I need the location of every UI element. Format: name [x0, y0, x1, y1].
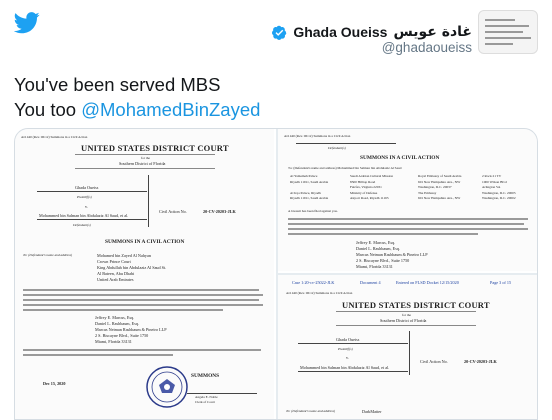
- doc-rb-ecf-document: Document 4: [360, 280, 381, 285]
- doc-rb-plaintiff-label: Plaintiff(s): [338, 347, 353, 351]
- doc-to-line3: King Abdullah bin Abdulaziz Al Saud St.: [97, 265, 167, 270]
- doc-rt-address-line: Royal Embassy of Saudi Arabia: [418, 174, 462, 178]
- doc-rt-address-line: 1000 Wilson Blvd: [482, 179, 507, 184]
- doc-rt-attorney-1: Jeffrey E. Marcus, Esq.: [356, 240, 396, 245]
- mention-link[interactable]: @MohamedBinZayed: [81, 99, 261, 120]
- doc-rt-address-line: 601 New Hampshire Ave., NW: [418, 196, 461, 200]
- doc-rt-address-line: Al Yamamah Palace: [290, 174, 318, 178]
- doc-rt-attorney-4: 2 S. Biscayne Blvd., Suite 1750: [356, 258, 410, 263]
- doc-district: Southern District of Florida: [119, 161, 166, 166]
- doc-rt-header-id: AO 440 (Rev. 06/12) Summons in a Civil Action: [284, 134, 351, 138]
- doc-plaintiff-label: Plaintiff(s): [77, 195, 92, 199]
- document-image-right-bottom[interactable]: [278, 275, 538, 420]
- media-grid: [14, 128, 538, 420]
- doc-to-name: Mohamed bin Zayed Al Nahyan: [97, 253, 151, 258]
- doc-rt-address-line: 601 New Hampshire Ave., NW: [418, 179, 461, 184]
- doc-for-the: for the: [141, 156, 150, 160]
- doc-rt-address-line: Riyadh 11911, Saudi Arabia: [290, 179, 329, 184]
- twitter-bird-icon[interactable]: [14, 12, 40, 34]
- doc-civil-action: Civil Action No.: [159, 209, 187, 214]
- doc-to-line5: United Arab Emirates: [97, 277, 134, 282]
- doc-rt-attorney-3: Marcus Neiman Rashbaum & Pineiro LLP: [356, 252, 428, 257]
- doc-rt-address-line: Riyadh 11911, Saudi Arabia: [290, 196, 329, 200]
- doc-rt-address-line: Washington, D.C. 20005: [482, 190, 516, 195]
- tweet-line-2-prefix: You too: [14, 99, 82, 120]
- doc-case-no: 20-CV-20203-JLK: [203, 209, 236, 214]
- doc-rt-address-line: Washington, D.C. 20037: [418, 185, 452, 189]
- doc-clerk-name: Angela E. Noble: [195, 395, 218, 399]
- doc-rt-lawsuit-line: A lawsuit has been filed against you.: [288, 209, 338, 213]
- doc-rb-for-the: for the: [402, 313, 411, 317]
- tweet-line-2: [14, 97, 260, 122]
- doc-attorney-2: Daniel L. Rashbaum, Esq.: [95, 321, 139, 326]
- doc-to-line4: Al Bateen, Abu Dhabi: [97, 271, 135, 276]
- doc-rt-address-line: Airport Road, Riyadh 11165: [350, 196, 389, 200]
- doc-rt-address-line: 2 Rock 21 TV: [482, 174, 502, 178]
- doc-summons-title: SUMMONS IN A CIVIL ACTION: [105, 239, 185, 245]
- doc-rb-plaintiff: Ghada Oueiss: [336, 337, 360, 342]
- doc-rt-address-line: The Embassy: [418, 190, 437, 195]
- doc-rt-attorney-5: Miami, Florida 33131: [356, 264, 393, 269]
- document-image-right-top[interactable]: [278, 129, 538, 273]
- doc-rb-civil-action: Civil Action No.: [420, 359, 448, 364]
- doc-defendant-label: Defendant(s): [73, 223, 91, 227]
- doc-rt-address-line: Saudi Arabian Cultural Mission: [350, 174, 394, 178]
- verified-badge-icon: [272, 25, 287, 40]
- doc-rb-ecf-case: Case 1:20-cv-25022-JLK: [292, 280, 335, 285]
- doc-to-line2: Crown Prince Court: [97, 259, 131, 264]
- doc-defendant: Mohammed bin Salman bin Abdulaziz Al Saud, et al.: [39, 213, 129, 218]
- tweet-text: [14, 72, 260, 122]
- doc-attorney-4: 2 S. Biscayne Blvd., Suite 1750: [95, 333, 149, 338]
- doc-rb-v: v.: [346, 355, 349, 360]
- court-seal-icon: [145, 365, 189, 409]
- doc-rb-case-no: 20-CV-20203-JLK: [464, 359, 497, 364]
- doc-header-id: AO 440 (Rev. 06/12) Summons in a Civil Action: [21, 135, 88, 139]
- doc-attorney-1: Jeffrey E. Marcus, Esq.: [95, 315, 135, 320]
- avatar[interactable]: [478, 10, 538, 54]
- doc-rb-ecf-page: Page 3 of 15: [490, 280, 512, 285]
- doc-rt-address-line: 8500 Hilltop Road: [350, 179, 376, 184]
- author-name-arabic[interactable]: غادة عويس: [393, 24, 472, 40]
- doc-v: v.: [85, 204, 88, 209]
- doc-rt-attorney-2: Daniel L. Rashbaum, Esq.: [356, 246, 400, 251]
- doc-plaintiff: Ghada Oueiss: [75, 185, 99, 190]
- doc-court-title: UNITED STATES DISTRICT COURT: [81, 143, 229, 153]
- doc-rb-court-title: UNITED STATES DISTRICT COURT: [342, 300, 490, 310]
- doc-rt-to-line: To: (Defendant's name and address) Mohammed bin Salman bin Abdulaziz Al Saud: [288, 166, 402, 170]
- doc-attorney-5: Miami, Florida 33131: [95, 339, 132, 344]
- doc-rt-summons-title: SUMMONS IN A CIVIL ACTION: [360, 155, 440, 161]
- tweet-author[interactable]: [272, 10, 538, 55]
- tweet-line-1: You've been served MBS: [14, 74, 221, 95]
- doc-rb-to-name: DarkMatter: [362, 409, 382, 414]
- doc-rb-defendant: Mohammed bin Salman bin Abdulaziz Al Saud, et al.: [300, 365, 390, 370]
- doc-rt-defendants-label: Defendant(s): [328, 146, 346, 150]
- document-image-left[interactable]: [15, 129, 276, 420]
- doc-summons-stamp: SUMMONS: [191, 373, 220, 379]
- doc-rt-address-line: Al Irqa Palace, Riyadh: [290, 190, 321, 195]
- author-handle[interactable]: @ghadaoueiss: [381, 40, 472, 55]
- doc-to-label: To: (Defendant's name and address): [23, 253, 73, 257]
- doc-rb-district: Southern District of Florida: [380, 318, 427, 323]
- doc-rb-header-id: AO 440 (Rev. 06/12) Summons in a Civil Action: [286, 291, 353, 295]
- doc-date: Dec 15, 2020: [43, 381, 66, 386]
- doc-clerk-label: Clerk of Court: [195, 400, 215, 404]
- doc-rt-address-line: Ministry of Defense: [350, 190, 378, 195]
- doc-rt-address-line: Fairfax, Virginia 22031: [350, 185, 382, 189]
- doc-attorney-3: Marcus Neiman Rashbaum & Pineiro LLP: [95, 327, 167, 332]
- doc-rb-to-label: To: (Defendant's name and address): [286, 409, 336, 413]
- doc-rt-address-line: Washington, D.C. 20002: [482, 196, 516, 200]
- author-name[interactable]: Ghada Oueiss: [293, 24, 388, 40]
- doc-rt-address-line: Arlington VA: [482, 185, 501, 189]
- doc-rb-ecf-entered: Entered on FLSD Docket 12/15/2020: [396, 280, 459, 285]
